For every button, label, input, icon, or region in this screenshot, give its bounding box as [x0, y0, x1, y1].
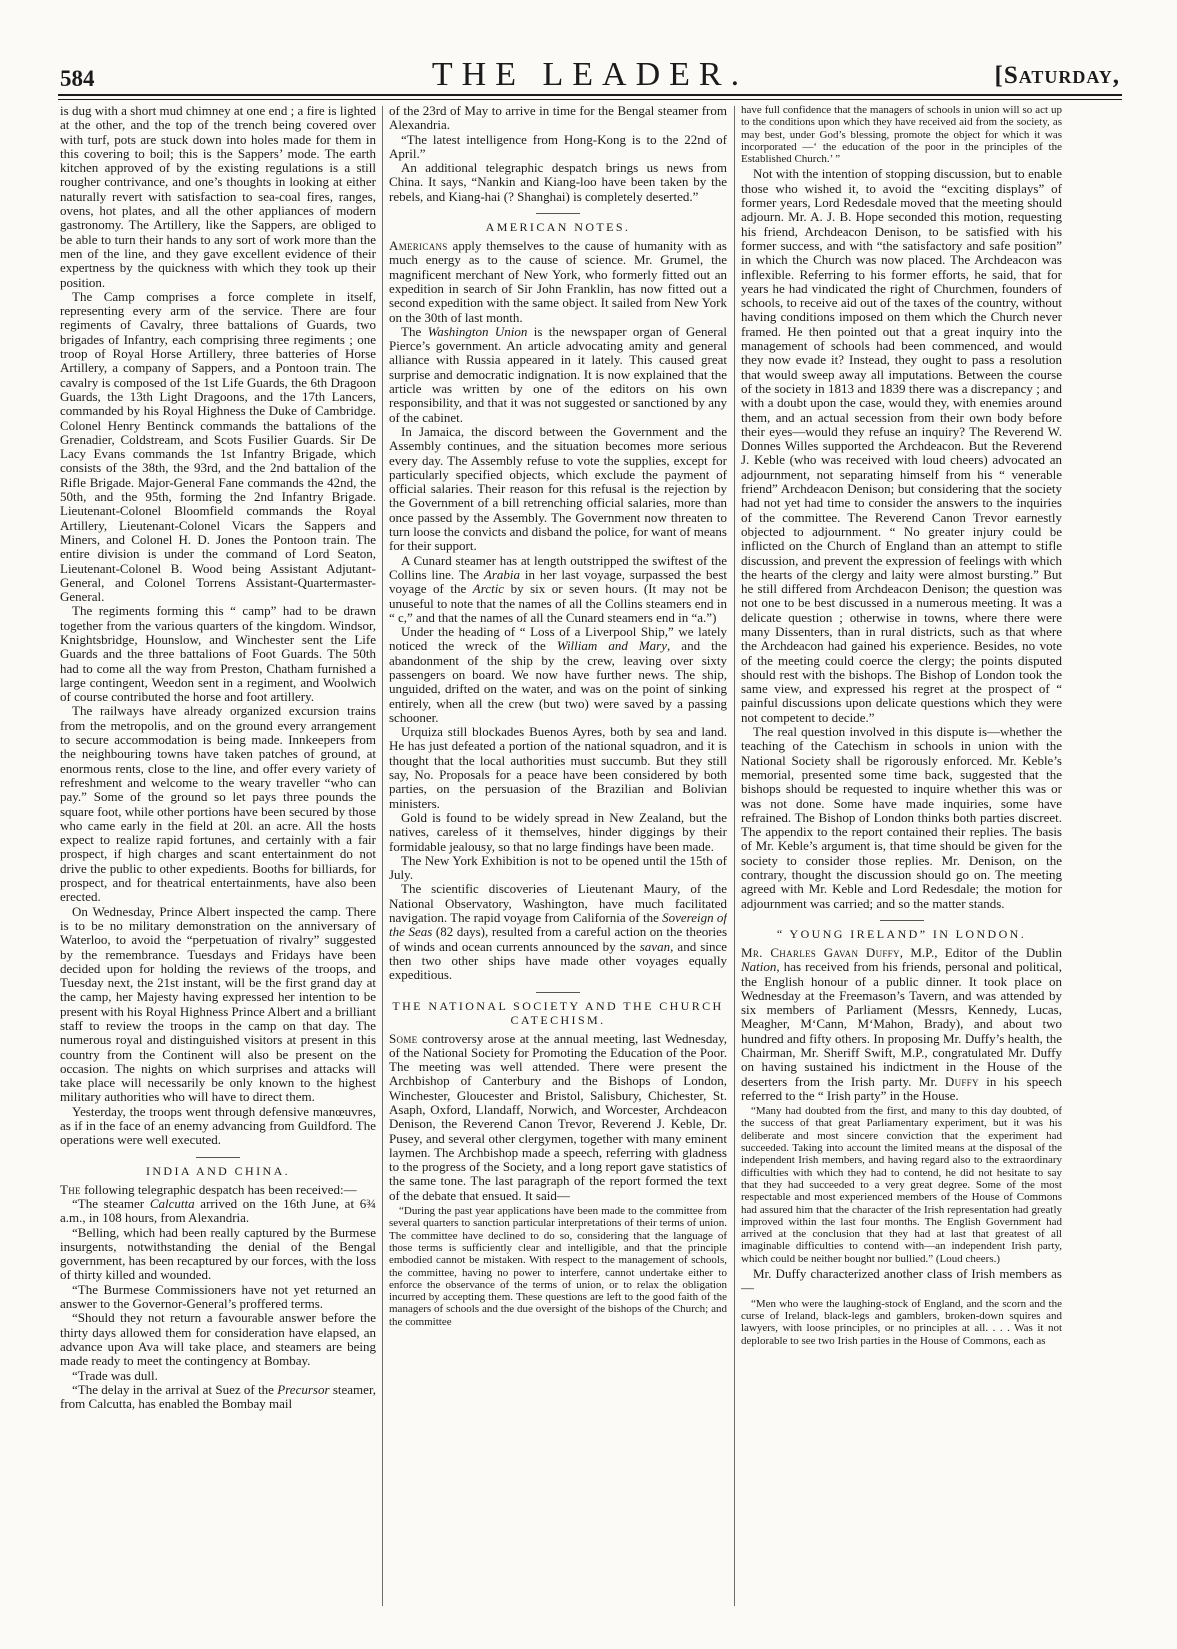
article-paragraph	[741, 946, 1062, 1103]
article-paragraph	[60, 1283, 376, 1312]
article-paragraph	[389, 725, 727, 811]
text-column-3	[741, 104, 1062, 1619]
header-rule	[58, 94, 1122, 96]
text-run: in his speech referred to the “ Irish party” in the House.	[741, 1073, 1062, 1103]
text-run: “Many had doubted from the first, and many to this day doubted, of the success of that great Parliamentary experiment, but it was his deliberate and most sincere conviction that the experiment had succeeded. Taking into account the limited means at the disposal of the independent Irish members, and having regard also to the extraordinary difficulties with which they had to contend, he did not hesitate to say that they had succeeded to a very great degree. Some of the most respectable and most experienced members of the House of Commons had assured him that the character of the Irish representation had greatly improved within the last four months. The English Government had arrived at the conclusion that they had at last that greatest of all imaginable difficulties to contend with—an independent Irish party, which could be neither bought nor bullied.” (Loud cheers.)	[741, 1105, 1062, 1265]
text-run: THE NATIONAL SOCIETY AND THE CHURCH CATECHISM.	[392, 998, 724, 1027]
text-run: “The steamer	[72, 1195, 150, 1211]
article-paragraph	[60, 1197, 376, 1226]
text-run: of the 23rd of May to arrive in time for the Bengal steamer from Alexandria.	[389, 104, 727, 133]
text-run: have full confidence that the managers of schools in union will so act up to the conditions upon which they have received aid from the society, as may best, under God’s blessing, promote the object for which it was incorporated —‘ the education of the poor in the principles of the Established Church.’ ”	[741, 104, 1062, 166]
text-column-2	[389, 104, 727, 1619]
text-run: Not with the intention of stopping discussion, but to enable those who wished it, to avoid the “exciting displays” of former years, Lord Redesdale moved that the meeting should adjourn. Mr. A. J. B. Hope seconded this motion, requesting his friend, Archdeacon Denison, to be satisfied with his former success, and with “the satisfactory and safe position” in which the Church was now placed. The Archdeacon was inflexible. Referring to his former efforts, he said, that for years he had vindicated the right of Churchmen, founders of schools, to receive aid out of the taxes of the country, without having conditions imposed on them which the Church never framed. He then pointed out that a great inquiry into the management of schools had been commenced, and would they now evade it? Instead, they ought to pass a resolution that would sweep away all imputations. Between the course of the society in 1813 and 1839 there was a discrepancy ; and with a doubt upon the case, would they, with enemies around them, and an actual secession from their own body before their eyes—would they refuse an inquiry? The Reverend W. Donnes Willes supported the Archdeacon. But the Reverend J. Keble (who was received with loud cheers) advocated an adjournment, not separating himself from his “ venerable friend” Archdeacon Denison; but considering that the society had not yet had time to consider the answers to the inquiries of the committee. The Reverend Canon Trevor earnestly objected to adjournment. “ No greater injury could be inflicted on the Church of England than an attempt to stifle discussion, and prevent the expression of feelings with which the hearts of the clergy and laity were almost bursting.” But he still differed from Archdeacon Denison; the question was not one to be best discussed in a numerous meeting. It was a delicate question ; otherwise in towns, where there were many Dissenters, than in rural districts, such as that where the Archdeacon had gained his experience. Besides, no vote of the meeting could coerce the clergy; the points disputed should rest with the bishops. The Bishop of London took the same view, and expressed his regret at the prospect of “ painful discussions upon delicate questions which they were not competent to decide.”	[741, 166, 1062, 725]
quoted-passage	[389, 1205, 727, 1328]
text-run: following telegraphic despatch has been received:—	[80, 1181, 357, 1197]
text-run: The railways have already organized excursion trains from the metropolis, and on the ground every arrangement to secure accommodation is being made. Innkeepers from the neighbouring towns have taken patches of ground, at enormous rents, close to the line, and offer every variety of refreshment and welcome to the weary traveller “who can pay.” Some of the ground so let pays three pounds the square foot, while other portions have been secured by those who came early in the field at 20l. an acre. All the hosts expect to realize rapid fortunes, and certainly with a fair prospect, if high charges and scant entertainment do not drive the public to other expedients. Booths for billiards, for prospect, and for theatrical entertainments, have also been erected.	[60, 703, 376, 905]
text-run: “Should they not return a favourable answer before the thirty days allowed them for consideration have elapsed, an advance upon Ava will take place, and steamers are being made ready to meet the contingency at Bombay.	[60, 1310, 376, 1369]
column-divider	[734, 106, 735, 1606]
text-run: “Trade was dull.	[72, 1367, 158, 1383]
text-run: arrived on the 16th June, at 6¾ a.m., in 108 hours, from Alexandria.	[60, 1195, 376, 1226]
text-run: Arabia	[483, 566, 521, 582]
issue-day: [Saturday,	[994, 62, 1120, 89]
text-run: “The delay in the arrival at Suez of the	[72, 1381, 278, 1397]
text-run: (82 days), resulted from a careful action on the theories of winds and ocean currents announced by the	[389, 924, 727, 954]
article-paragraph	[389, 811, 727, 854]
text-run: Duffy	[944, 1073, 979, 1089]
article-paragraph	[60, 104, 376, 290]
text-run: The real question involved in this dispute is—whether the teaching of the Catechism in schools in union with the National Society shall be rigorously enforced. Mr. Keble’s memorial, presented some time back, suggested that the bishops should be requested to inquire whether this was or was not done. Some have made inquiries, some have refrained. The Bishop of London thinks both parties discreet. The appendix to the report contained their replies. The basis of Mr. Keble’s argument is, that time should be given for the society to consider those replies. Mr. Denison, on the contrary, thought the discussion should go on. The meeting agreed with Mr. Keble and Lord Redesdale; the motion for adjournment was carried; and so the matter stands.	[741, 724, 1062, 911]
text-run: is dug with a short mud chimney at one end ; a fire is lighted at the other, and the top of the trench being covered over with turf, pots are stuck down into holes made for them in this covering to boil; this is the Sappers’ mode. The earth kitchen approved of by the existing regulations is a still rougher contrivance, and one’s thoughts in looking at either naturally revert with satisfaction to sea-coal fires, ranges, ovens, hot plates, and all the other appliances of modern gastronomy. The Artillery, like the Sappers, are obliged to be able to turn their hands to any sort of work more than the men of the line, and they gave excellent evidence of their expertness by the quickness with which they took up their position.	[60, 104, 376, 290]
article-paragraph	[389, 1032, 727, 1204]
text-run: The	[60, 1181, 81, 1197]
text-column-1	[60, 104, 376, 1619]
text-run: Mr. Duffy characterized another class of Irish members as—	[741, 1266, 1062, 1296]
text-run: Precursor	[277, 1381, 330, 1397]
text-run: Urquiza still blockades Buenos Ayres, both by sea and land. He has just defeated a portion of the national squadron, and it is thought that the local authorities must succumb. But they still say, No. Proposals for a peace have been considered by both parties, on the persuasion of the Brazilian and Bolivian ministers.	[389, 724, 727, 811]
header-rule-thin	[58, 99, 1122, 100]
text-run: , and the abandonment of the ship by the crew, leaving over sixty passengers on board. We now have further news. The ship, unguided, drifted on the water, and was on the point of sinking entirely, when all the crew (but two) were saved by a passing schooner.	[389, 638, 727, 725]
text-run: “The Burmese Commissioners have not yet returned an answer to the Governor-General’s proffered terms.	[60, 1281, 376, 1312]
article-paragraph	[389, 104, 727, 133]
text-run: “The latest intelligence from Hong-Kong is to the 22nd of April.”	[389, 131, 727, 161]
text-run: , M.P., Editor of the Dublin	[899, 944, 1062, 960]
text-run: Nation	[741, 959, 777, 975]
text-run: Mr. Charles Gavan Duffy	[741, 944, 900, 960]
text-run: apply themselves to the cause of humanity with as much energy as to the cause of science. Mr. Grumel, the magnificent merchant of New York, who formerly fitted out an expedition in search of Sir John Franklin, has now fitted out a second expedition with the same object. It sailed from New York on the 30th of last month.	[389, 238, 727, 325]
article-paragraph	[741, 725, 1062, 911]
text-run: Gold is found to be widely spread in New Zealand, but the natives, careless of it themselves, hinder diggings by their formidable jealousy, so that no large findings have been made.	[389, 809, 727, 854]
article-paragraph	[60, 1105, 376, 1148]
article-paragraph	[389, 239, 727, 325]
text-run: Calcutta	[149, 1195, 195, 1211]
text-run: “During the past year applications have been made to the committee from several quarters to sanction particular interpretations of their terms of union. The committee have declined to do so, considering that the language of those terms is sufficiently clear and intelligible, and that the principle embodied cannot be mistaken. With respect to the management of schools, the committee, having no power to interfere, cannot undertake either to enforce the observance of the terms of union, or to relax the obligation incurred by accepting them. These questions are left to the good faith of the managers of schools and the due oversight of the bishops of the Church; and the committee	[389, 1205, 727, 1328]
text-run: On Wednesday, Prince Albert inspected the camp. There is to be no military demonstration on the anniversary of Waterloo, to avoid the “perpetuation of rivalry” suggested by the remembrance. Tuesdays and Fridays have been decided upon for holding the reviews of the troops, and Tuesday next, the 21st instant, will be the first grand day at the camp, her Majesty having expressed her intention to be present with his Royal Highness Prince Albert and a brilliant staff to review the troops in the camp on that day. The numerous royal and distinguished visitors at present in this country from the Continent will also be present on the occasion. The nights on which surprises and attacks will take place will necessarily be only known to the highest military authorities who will have to direct them.	[60, 903, 376, 1105]
article-paragraph	[389, 882, 727, 982]
article-paragraph	[389, 325, 727, 425]
article-paragraph	[60, 1311, 376, 1368]
article-paragraph	[741, 1267, 1062, 1296]
quoted-passage	[741, 104, 1062, 165]
quoted-passage	[741, 1105, 1062, 1265]
text-run: In Jamaica, the discord between the Government and the Assembly continues, and the situation becomes more serious every day. The Assembly refuse to vote the supplies, except for particularly specified objects, which exclude the payment of official salaries. Their reason for this refusal is the rejection by the Government of a bill retrenching official salaries, more than once passed by the Assembly. The Government now threaten to turn loose the convicts and disband the police, for want of means for their support.	[389, 423, 727, 554]
article-paragraph	[60, 290, 376, 605]
text-run: The scientific discoveries of Lieutenant Maury, of the National Observatory, Washington, have much facilitated navigation. The rapid voyage from California of the	[389, 881, 727, 926]
text-run: by six or seven hours. (It may not be unuseful to note that the names of all the Collins steamers end in “ c,” and that the names of all the Cunard steamers end in “a.”)	[389, 581, 727, 625]
text-run: Some	[389, 1030, 418, 1046]
text-run: Americans	[389, 238, 448, 254]
text-run: The regiments forming this “ camp” had to be drawn together from the various quarters of the kingdom. Windsor, Knightsbridge, Hounslow, and Winchester sent the Life Guards and the three battalions of Foot Guards. The 50th had to come all the way from Preston, Chatham furnished a large contingent, Weedon sent in a regiment, and Woolwich of course contributed the horse and foot artillery.	[60, 603, 376, 705]
text-run: steamer, from Calcutta, has enabled the Bombay mail	[60, 1381, 376, 1412]
article-paragraph	[741, 167, 1062, 725]
column-divider	[382, 106, 383, 1606]
quoted-passage	[741, 1298, 1062, 1347]
text-run: “ YOUNG IRELAND” IN LONDON.	[776, 926, 1027, 941]
text-run: Yesterday, the troops went through defensive manœuvres, as if in the face of an enemy advancing from Guildford. The operations were well executed.	[60, 1103, 376, 1148]
article-paragraph	[60, 1226, 376, 1283]
text-run: The New York Exhibition is not to be opened until the 15th of July.	[389, 852, 727, 883]
article-paragraph	[60, 704, 376, 904]
article-paragraph	[389, 554, 727, 625]
article-paragraph	[60, 905, 376, 1105]
text-run: controversy arose at the annual meeting, last Wednesday, of the National Society for Promoting the Education of the Poor. The meeting was well attended. There were present the Archbishop of Canterbury and the Bishops of London, Winchester, Gloucester and Bristol, Salisbury, Chichester, St. Asaph, Oxford, Llandaff, Norwich, and Worcester, Archdeacon Denison, the Reverend Canon Trevor, Reverend J. Keble, Dr. Pusey, and several other clergymen, together with many eminent laymen. The Archbishop made a speech, referring with gladness to the progress of the Society, and a long report gave statistics of the same tone. The last paragraph of the report formed the text of the debate that ensued. It said—	[389, 1030, 727, 1203]
text-run: AMERICAN NOTES.	[485, 220, 631, 235]
article-paragraph	[60, 1183, 376, 1197]
article-paragraph	[389, 161, 727, 204]
text-run: “Men who were the laughing-stock of England, and the scorn and the curse of Ireland, black-legs and gamblers, broken-down squires and lawyers, with loose principles, or no principles at all. . . . Was it not deplorable to see two Irish parties in the House of Commons, each as	[741, 1297, 1062, 1347]
section-heading	[389, 992, 727, 1027]
article-paragraph	[389, 854, 727, 883]
text-run: , has received from his friends, personal and political, the English honour of a public dinner. It took place on Wednesday at the Freemason’s Tavern, and was attended by six members of Parliament (Messrs, Kennedy, Lucas, Meagher, M‘Cann, M‘Mahon, Brady), and about two hundred and fifty others. In proposing Mr. Duffy’s health, the Chairman, Mr. Sheriff Swift, M.P., congratulated Mr. Duffy on having sustained his indictment in the House of the deserters from the Irish party. Mr.	[741, 959, 1062, 1089]
text-run: is the newspaper organ of General Pierce’s government. An article advocating amity and general alliance with Russia appeared in it lately. This caused great surprise and democratic indignation. It is now explained that the article was written by one of the editors on his own responsibility, and that it was not suggested or sanctioned by any of the cabinet.	[389, 323, 727, 425]
text-run: Under the heading of “ Loss of a Liverpool Ship,” we lately noticed the wreck of the	[389, 624, 727, 654]
article-paragraph	[60, 1383, 376, 1412]
page-number: 584	[60, 66, 95, 91]
text-run: Arctic	[472, 581, 505, 597]
text-run: Sovereign of the Seas	[389, 910, 727, 940]
text-run: , and since then two other ships have made other voyages equally expeditious.	[389, 938, 727, 983]
section-heading	[741, 920, 1062, 941]
text-run: INDIA AND CHINA.	[145, 1163, 291, 1178]
article-paragraph	[389, 625, 727, 725]
article-paragraph	[389, 133, 727, 162]
text-run: savan	[639, 938, 671, 954]
newspaper-masthead: THE LEADER.	[431, 56, 749, 93]
article-paragraph	[60, 1369, 376, 1383]
article-paragraph	[60, 604, 376, 704]
text-run: William and Mary	[556, 638, 668, 654]
section-heading	[60, 1157, 376, 1178]
text-run: An additional telegraphic despatch brings us news from China. It says, “Nankin and Kiang-loo have been taken by the rebels, and Kiang-hai (? Shanghai) is completely deserted.”	[389, 160, 727, 204]
text-run: The Camp comprises a force complete in itself, representing every arm of the service. There are four regiments of Cavalry, three battalions of Guards, two brigades of Infantry, each comprising three regiments ; one troop of Royal Horse Artillery, three batteries of Horse Artillery, a company of Sappers, and a Pontoon train. The cavalry is composed of the 1st Life Guards, the 6th Dragoon Guards, the 13th Light Dragoons, and the 17th Lancers, commanded by his Royal Highness the Duke of Cambridge. Colonel Henry Bentinck commands the battalions of the Grenadier, Coldstream, and Scots Fusilier Guards. Sir De Lacy Evans commands the 1st Infantry Brigade, which consists of the 38th, the 93rd, and the 2nd battalion of the Rifle Brigade. Major-General Fane commands the 42nd, the 50th, and the 95th, forming the 2nd Infantry Brigade. Lieutenant-Colonel Bloomfield commands the Royal Artillery, Lieutenant-Colonel Vicars the Sappers and Miners, and Colonel H. D. Jones the Pontoon train. The entire division is under the command of Lord Seaton, Lieutenant-Colonel B. Wood being Assistant Adjutant-General, and Colonel Torrens Assistant-Quartermaster-General.	[60, 288, 376, 605]
text-run: Washington Union	[427, 323, 528, 339]
article-paragraph	[389, 425, 727, 554]
text-run: The	[401, 323, 428, 339]
text-run: in her last voyage, surpassed the best voyage of the	[389, 566, 727, 597]
section-heading	[389, 213, 727, 234]
text-run: “Belling, which had been really captured by the Burmese insurgents, notwithstanding the denial of the Bengal government, has been recaptured by our forces, with the loss of thirty killed and wounded.	[60, 1224, 376, 1283]
text-run: A Cunard steamer has at length outstripped the swiftest of the Collins line. The	[389, 552, 727, 582]
